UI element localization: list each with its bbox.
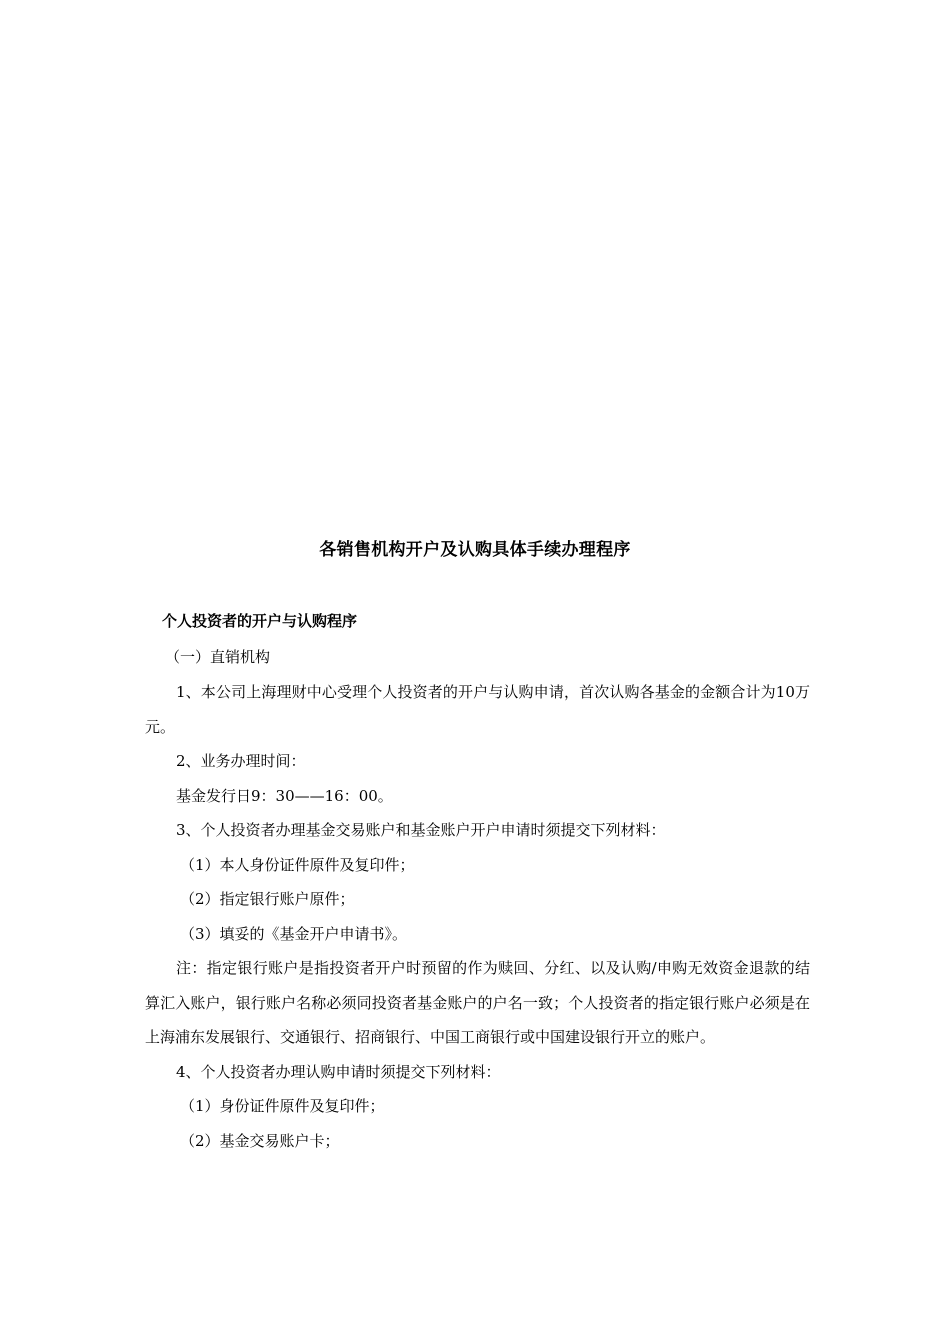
document-body	[145, 675, 810, 1158]
list-item: （1）本人身份证件原件及复印件；	[180, 855, 415, 874]
paragraph-1: 1、本公司上海理财中心受理个人投资者的开户与认购申请，首次认购各基金的金额合计为10万元。	[145, 683, 810, 736]
list-item: （2）基金交易账户卡；	[180, 1131, 340, 1150]
note-paragraph: 注：指定银行账户是指投资者开户时预留的作为赎回、分红、以及认购/申购无效资金退款的结算汇入账户，银行账户名称必须同投资者基金账户的户名一致；个人投资者的指定银行账户必须是在上海浦东发展银行、交通银行、招商银行、中国工商银行或中国建设银行开立的账户。	[145, 959, 810, 1046]
document-title: 各销售机构开户及认购具体手续办理程序	[319, 540, 631, 560]
paragraph-4: 3、个人投资者办理基金交易账户和基金账户开户申请时须提交下列材料：	[176, 821, 666, 839]
list-item: （3）填妥的《基金开户申请书》。	[180, 924, 408, 943]
paragraph-5: 4、个人投资者办理认购申请时须提交下列材料：	[176, 1062, 501, 1081]
section-heading: 个人投资者的开户与认购程序	[162, 612, 358, 630]
list-item: （1）身份证件原件及复印件；	[180, 1097, 385, 1115]
subsection-heading: （一）直销机构	[165, 648, 271, 666]
list-item: （2）指定银行账户原件；	[180, 890, 355, 908]
paragraph-3: 基金发行日9：30——16：00。	[176, 786, 393, 805]
paragraph-2: 2、业务办理时间：	[176, 752, 306, 770]
